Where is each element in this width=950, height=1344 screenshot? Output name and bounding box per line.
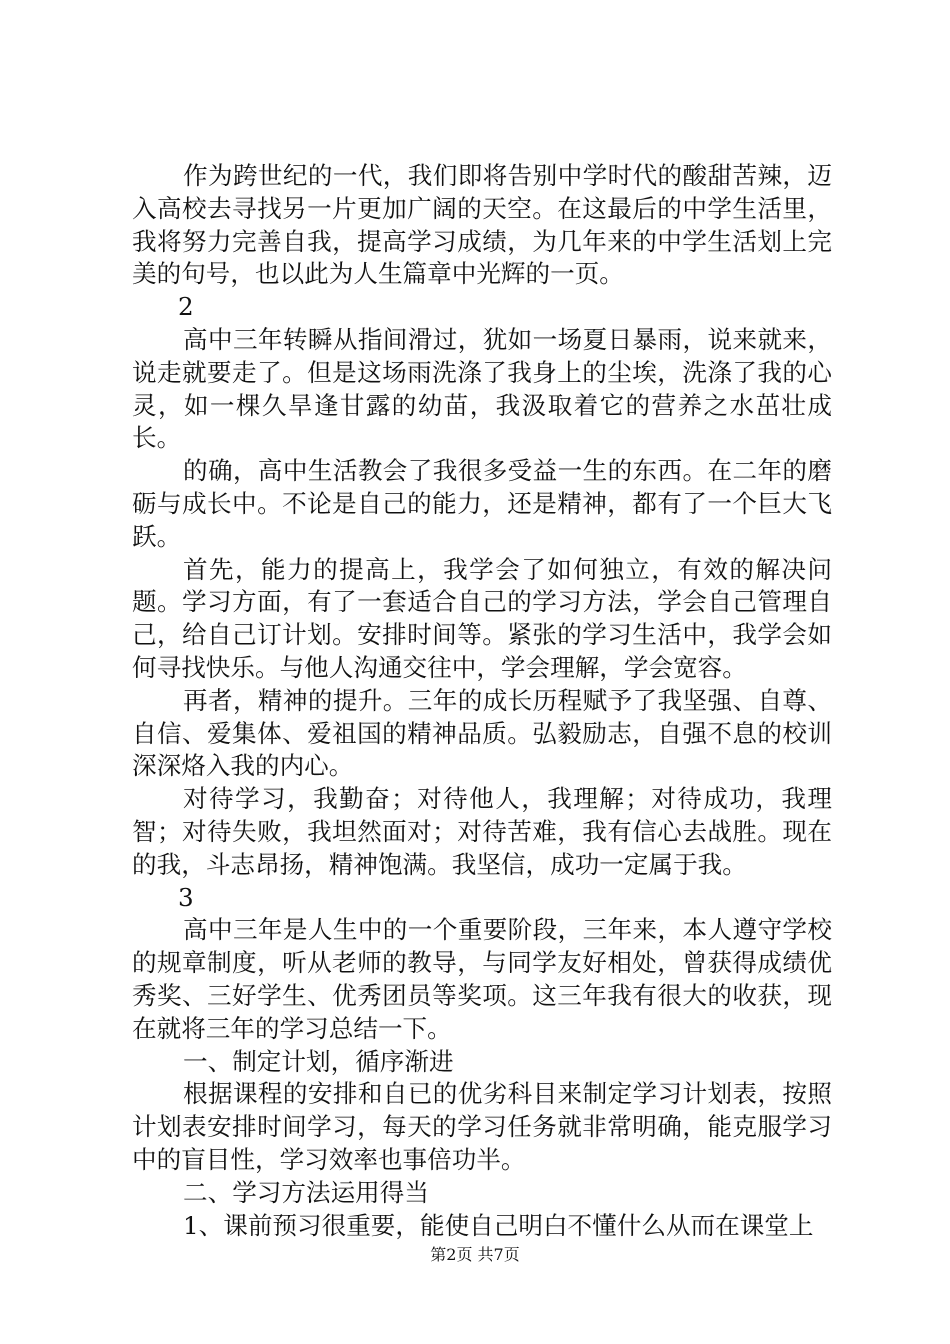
section-heading: 二、学习方法运用得当 <box>183 1177 429 1207</box>
paragraph: 首先，能力的提高上，我学会了如何独立，有效的解决问题。学习方面，有了一套适合自己的学习方法，学会自己管理自己，给自己订计划。安排时间等。紧张的学习生活中，我学会如何寻找快乐。与他人沟通交往中，学会理解，学会宽容。 <box>132 554 832 682</box>
page-footer: 第2页 共7页 <box>430 1245 520 1264</box>
paragraph: 1、课前预习很重要，能使自己明白不懂什么从而在课堂上 <box>183 1210 814 1240</box>
section-number: 3 <box>178 882 194 912</box>
paragraph: 再者，精神的提升。三年的成长历程赋予了我坚强、自尊、自信、爱集体、爱祖国的精神品质。弘毅励志，自强不息的校训深深烙入我的内心。 <box>132 685 832 781</box>
section-number: 2 <box>178 292 194 322</box>
section-heading: 一、制定计划，循序渐进 <box>183 1046 454 1076</box>
paragraph: 高中三年是人生中的一个重要阶段，三年来，本人遵守学校的规章制度，听从老师的教导，与同学友好相处，曾获得成绩优秀奖、三好学生、优秀团员等奖项。这三年我有很大的收获，现在就将三年的学习总结一下。 <box>132 915 832 1043</box>
paragraph: 作为跨世纪的一代，我们即将告别中学时代的酸甜苦辣，迈入高校去寻找另一片更加广阔的天空。在这最后的中学生活里，我将努力完善自我，提高学习成绩，为几年来的中学生活划上完美的句号，也以此为人生篇章中光辉的一页。 <box>132 161 832 289</box>
paragraph: 高中三年转瞬从指间滑过，犹如一场夏日暴雨，说来就来，说走就要走了。但是这场雨洗涤了我身上的尘埃，洗涤了我的心灵，如一棵久旱逢甘露的幼苗，我汲取着它的营养之水茁壮成长。 <box>132 324 832 453</box>
paragraph: 对待学习，我勤奋；对待他人，我理解；对待成功，我理智；对待失败，我坦然面对；对待苦难，我有信心去战胜。现在的我，斗志昂扬，精神饱满。我坚信，成功一定属于我。 <box>132 784 832 879</box>
document-body <box>132 160 832 1242</box>
paragraph: 的确，高中生活教会了我很多受益一生的东西。在二年的磨砺与成长中。不论是自己的能力，还是精神，都有了一个巨大飞跃。 <box>132 456 832 551</box>
paragraph: 根据课程的安排和自已的优劣科目来制定学习计划表，按照计划表安排时间学习，每天的学习任务就非常明确，能克服学习中的盲目性，学习效率也事倍功半。 <box>132 1079 832 1174</box>
